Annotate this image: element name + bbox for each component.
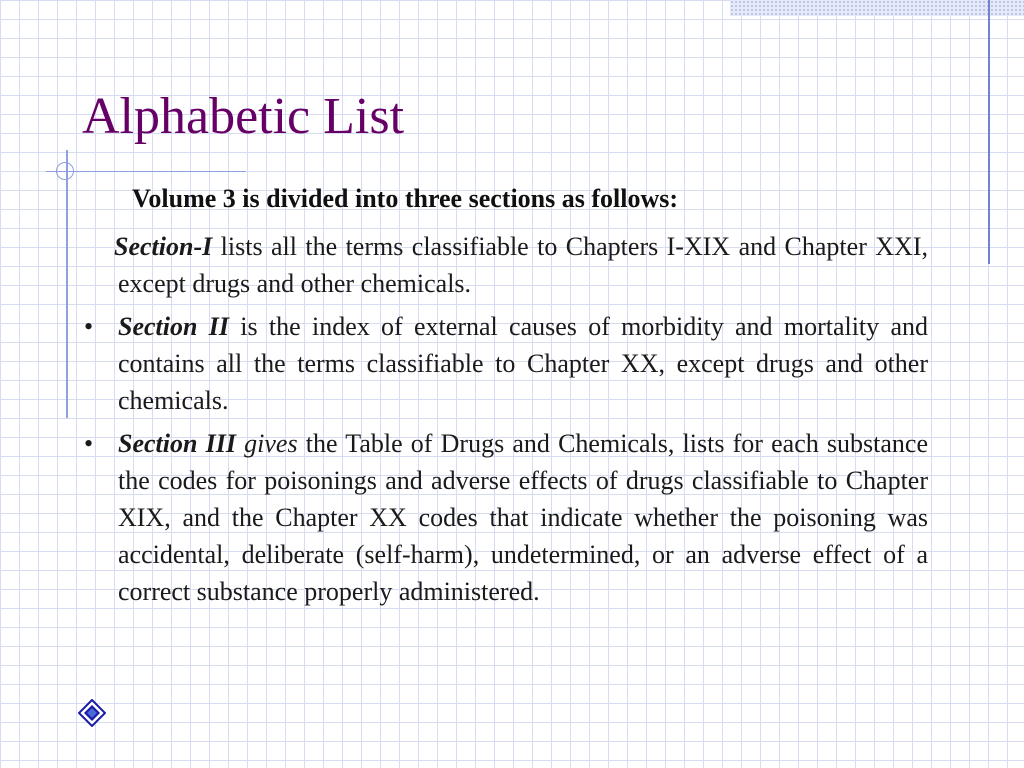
- section-3-text: the Table of Drugs and Chemicals, lists for each substance the codes for poisonings and adverse effects of drugs classifiable to Chapter XIX, and the Chapter XX codes that indicate whether the poisoning was accidental, deliberate (self-harm), undetermined, or an adverse effect of a correct substance properly administered.: [118, 429, 928, 606]
- section-3-verb: gives: [235, 429, 298, 458]
- section-2-name: Section II: [118, 312, 229, 341]
- bullet: •: [84, 312, 94, 341]
- section-2-text: is the index of external causes of morbidity and mortality and contains all the terms classifiable to Chapter XX, except drugs and other chemicals.: [118, 312, 928, 415]
- list-item-section-1: [80, 228, 928, 302]
- top-decor-stripe: [730, 0, 1024, 16]
- slide-title: Alphabetic List: [82, 88, 405, 145]
- diamond-nav-icon[interactable]: [78, 699, 106, 727]
- intro-text: Volume 3 is divided into three sections as follows:: [132, 184, 679, 213]
- decor-ring: [56, 162, 74, 180]
- section-1-text: lists all the terms classifiable to Chapters I-XIX and Chapter XXI, except drugs and other chemicals.: [118, 232, 928, 298]
- left-decor-rule: [66, 150, 68, 418]
- bullet: •: [84, 429, 94, 458]
- list-item-section-2: [80, 308, 928, 419]
- section-1-name: Section-I: [114, 232, 213, 261]
- section-3-name: Section III: [118, 429, 236, 458]
- list-item-section-3: [80, 425, 928, 610]
- section-list: [80, 228, 928, 616]
- right-decor-rule: [988, 0, 990, 264]
- title-underline-rule: [46, 171, 246, 172]
